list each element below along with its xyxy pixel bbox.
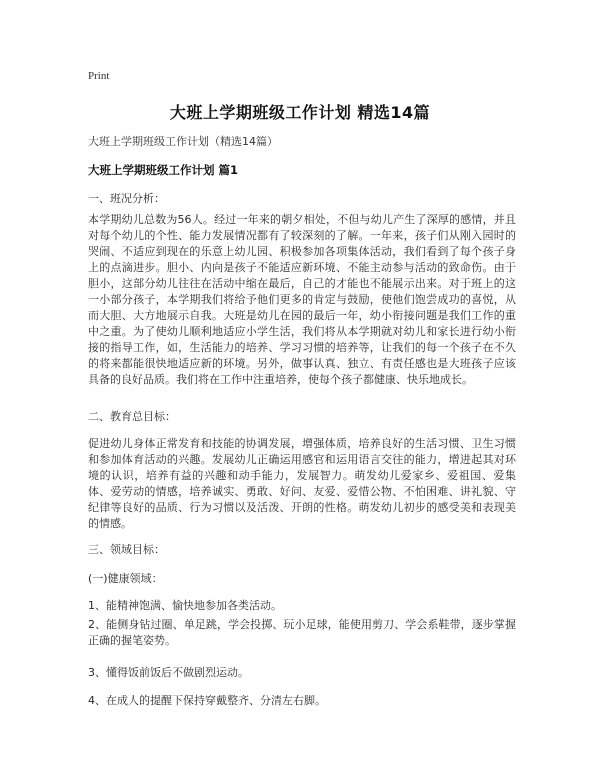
list-item: 1、能精神饱满、愉快地参加各类活动。: [88, 599, 282, 612]
document-title: 大班上学期班级工作计划 精选14篇: [169, 103, 431, 122]
paragraph-text: 促进幼儿身体正常发育和技能的协调发展，增强体质，培养良好的生活习惯、卫生习惯和参加体育活动的兴趣。发展幼儿正确运用感官和运用语言交往的能力，增进起其对环境的认识，培养有益的兴趣和动手能力，发展智力。萌发幼儿爱家乡、爱祖国、爱集体、爱劳动的情感，培养诚实、勇敢、好问、友爱、爱惜公物、不怕困难、讲礼貌、守纪律等良好的品质、行为习惯以及活泼、开朗的性格。萌发幼儿初步的感受美和表现美的情感。: [88, 437, 516, 530]
document-subtitle: 大班上学期班级工作计划（精选14篇）: [88, 135, 278, 148]
heading-education-goals: 二、教育总目标：: [88, 410, 176, 423]
heading-health-domain: (一)健康领域：: [88, 572, 163, 585]
list-item: 4、在成人的提醒下保持穿戴整齐、分清左右脚。: [88, 694, 326, 707]
list-item: [88, 617, 516, 649]
paragraph-education-goals: [88, 436, 516, 532]
paragraph-text: 本学期幼儿总数为56人。经过一年来的朝夕相处，不但与幼儿产生了深厚的感情，并且对每个幼儿的个性、能力发展情况都有了较深刻的了解。一年来，孩子们从刚入园时的哭闹、不适应到现在的乐意上幼儿园、积极参加各项集体活动，我们看到了每个孩子身上的点滴进步。胆小、内向是孩子不能适应新环境、不能主动参与活动的致命伤。由于胆小，这部分幼儿往往在活动中缩在最后，自己的才能也不能展示出来。对于班上的这一小部分孩子，本学期我们将给予他们更多的肯定与鼓励，使他们饱尝成功的喜悦，从而大胆、大方地展示自我。大班是幼儿在园的最后一年，幼小衔接问题是我们工作的重中之重。为了使幼儿顺利地适应小学生活，我们将从本学期就对幼儿和家长进行幼小衔接的指导工作，如，生活能力的培养、学习习惯的培养等，让我们的每一个孩子在不久的将来都能很快地适应新的环境。另外，做事认真、独立、有责任感也是大班孩子应该具备的良好品质。我们将在工作中注重培养，使每个孩子都健康、快乐地成长。: [88, 213, 516, 386]
print-link[interactable]: Print: [88, 70, 110, 82]
list-item: 3、懂得饭前饭后不做剧烈运动。: [88, 666, 249, 679]
section-title: 大班上学期班级工作计划 篇1: [88, 163, 239, 177]
heading-domain-goals: 三、领域目标：: [88, 543, 165, 556]
paragraph-class-analysis: [88, 212, 516, 388]
list-item-text: 2、能侧身钻过圈、单足跳，学会投掷、玩小足球，能使用剪刀、学会系鞋带，逐步掌握正确的握笔姿势。: [88, 618, 516, 647]
heading-class-analysis: 一、班况分析：: [88, 192, 165, 205]
